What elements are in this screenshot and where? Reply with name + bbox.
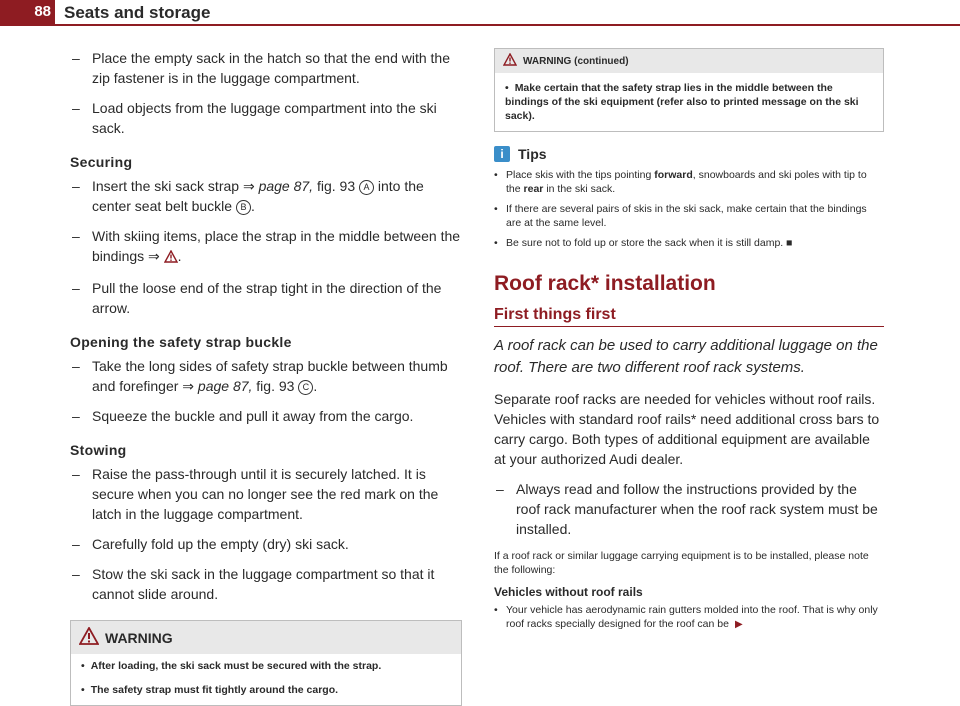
warning-header: WARNING bbox=[71, 621, 461, 654]
opening-heading: Opening the safety strap buckle bbox=[70, 334, 292, 350]
stowing-heading: Stowing bbox=[70, 442, 127, 458]
step: – Insert the ski sack strap ⇒ page 87, fig. 93 A into the center seat belt buckle B . bbox=[72, 178, 424, 214]
warning-item: • Make certain that the safety strap lies in the middle between the bindings of the ski equipment (refer also to printed message on the ski sack). bbox=[505, 82, 859, 122]
warning-item: • The safety strap must fit tightly around the cargo. bbox=[81, 684, 339, 696]
right-column bbox=[494, 48, 884, 638]
warning-item: • After loading, the ski sack must be secured with the strap. bbox=[81, 660, 382, 672]
step: – Carefully fold up the empty (dry) ski sack. bbox=[72, 536, 349, 552]
section-title: Seats and storage bbox=[64, 3, 211, 22]
securing-heading: Securing bbox=[70, 154, 133, 170]
info-icon: i bbox=[494, 146, 510, 162]
tips-heading: i Tips bbox=[494, 146, 884, 162]
body-text: Separate roof racks are needed for vehicles without roof rails. Vehicles with standard roof rails* need additional cross bars to carry cargo. Both types of additional equipment are available at your authorized Audi dealer. bbox=[494, 391, 880, 467]
step: – Raise the pass-through until it is securely latched. It is secure when you can no longer see the red mark on the latch in the luggage compartment. bbox=[72, 466, 439, 522]
warning-triangle-icon bbox=[79, 627, 99, 648]
warning-triangle-icon bbox=[503, 53, 517, 69]
continue-arrow-icon: ▶ bbox=[734, 619, 743, 630]
first-things-first-heading: First things first bbox=[494, 306, 884, 327]
tip: • Your vehicle has aerodynamic rain gutters molded into the roof. That is why only roof racks specially designed for the roof can be ▶ bbox=[494, 604, 878, 630]
page-ref: page 87, bbox=[197, 378, 253, 394]
header-rule bbox=[0, 24, 960, 26]
page-number: 88 bbox=[0, 0, 55, 24]
label-a-icon: A bbox=[359, 180, 374, 195]
label-b-icon: B bbox=[236, 200, 251, 215]
small-text: If a roof rack or similar luggage carrying equipment is to be installed, please note the following: bbox=[494, 550, 869, 576]
step: – Place the empty sack in the hatch so that the end with the zip fastener is in the luggage compartment. bbox=[72, 50, 450, 86]
step: – Take the long sides of safety strap buckle between thumb and forefinger ⇒ page 87, fig. 93 C . bbox=[72, 358, 448, 394]
end-mark-icon: ■ bbox=[786, 237, 793, 249]
intro-text: A roof rack can be used to carry additional luggage on the roof. There are two different roof rack systems. bbox=[494, 337, 878, 376]
step: – Pull the loose end of the strap tight in the direction of the arrow. bbox=[72, 280, 442, 316]
warning-continued-box bbox=[494, 48, 884, 132]
vehicles-without-roof-rails-heading: Vehicles without roof rails bbox=[494, 585, 643, 599]
warning-triangle-icon bbox=[164, 248, 178, 268]
page-ref: page 87, bbox=[258, 178, 314, 194]
warning-continued-header: WARNING (continued) bbox=[495, 49, 883, 73]
tip: • Be sure not to fold up or store the sack when it is still damp. ■ bbox=[494, 237, 793, 249]
step: – Load objects from the luggage compartment into the ski sack. bbox=[72, 100, 437, 136]
step: – Stow the ski sack in the luggage compartment so that it cannot slide around. bbox=[72, 566, 435, 602]
tip: • Place skis with the tips pointing forward, snowboards and ski poles with tip to the rear in the ski sack. bbox=[494, 169, 867, 195]
step: – Squeeze the buckle and pull it away from the cargo. bbox=[72, 408, 414, 424]
label-c-icon: C bbox=[298, 380, 313, 395]
left-column bbox=[70, 48, 462, 706]
roof-rack-title: Roof rack* installation bbox=[494, 272, 716, 295]
warning-box bbox=[70, 620, 462, 706]
step: – With skiing items, place the strap in the middle between the bindings ⇒ . bbox=[70, 226, 462, 268]
step: – Always read and follow the instructions provided by the roof rack manufacturer when the roof rack system must be installed. bbox=[496, 481, 878, 537]
tip: • If there are several pairs of skis in the ski sack, make certain that the bindings are at the same level. bbox=[494, 203, 867, 229]
